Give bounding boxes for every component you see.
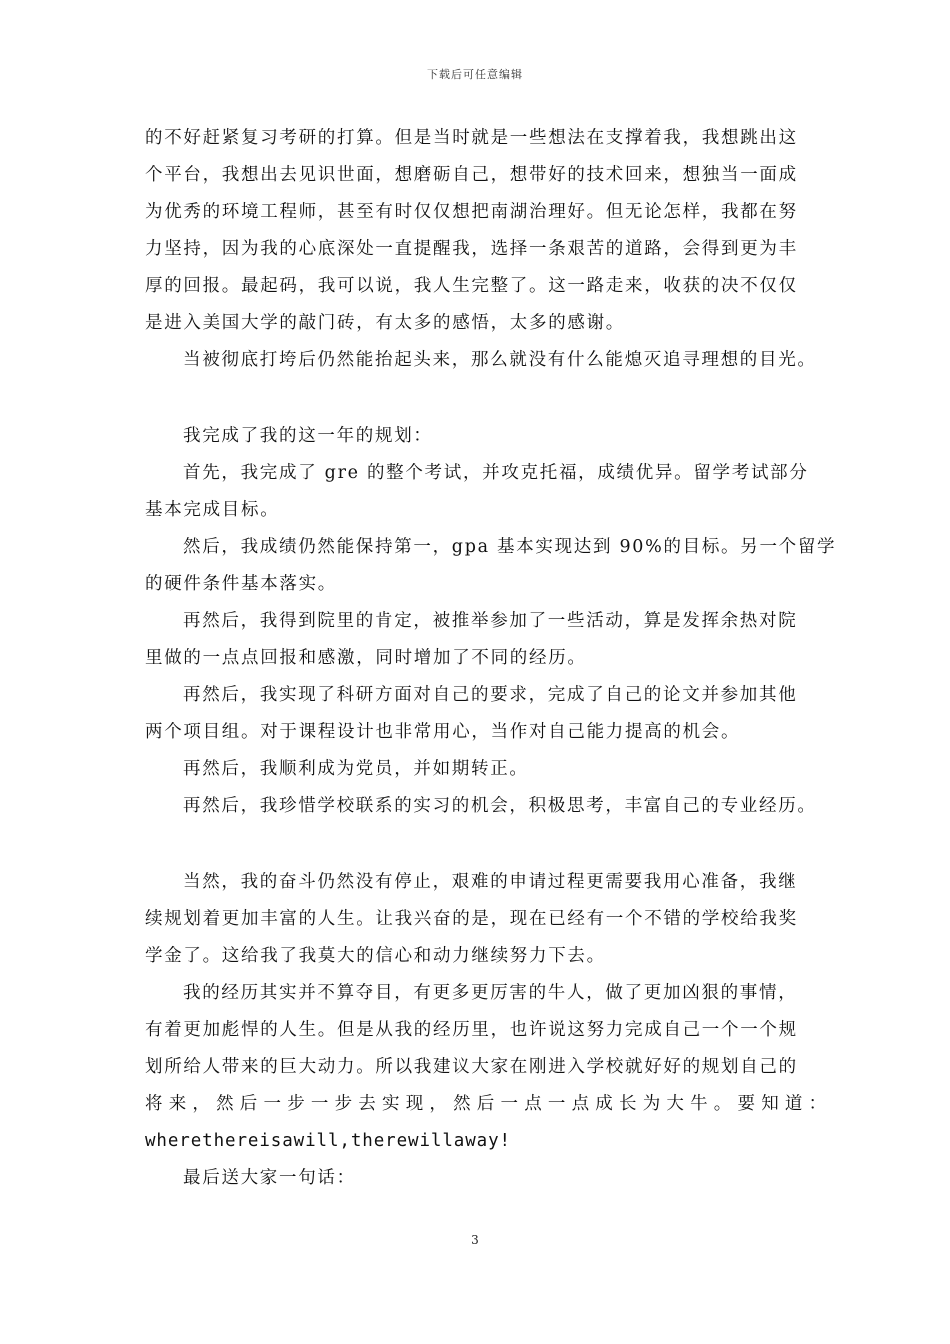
body-line: 个平台，我想出去见识世面，想磨砺自己，想带好的技术回来，想独当一面成 [145, 165, 798, 185]
body-line: 基本完成目标。 [145, 500, 280, 520]
body-line: 有着更加彪悍的人生。但是从我的经历里，也许说这努力完成自己一个一个规 [145, 1020, 798, 1040]
body-line: 再然后，我实现了科研方面对自己的要求，完成了自己的论文并参加其他 [183, 685, 798, 705]
body-line: 再然后，我得到院里的肯定，被推举参加了一些活动，算是发挥余热对院 [183, 611, 798, 631]
body-line: 学金了。这给我了我莫大的信心和动力继续努力下去。 [145, 946, 606, 966]
body-line: 的不好赶紧复习考研的打算。但是当时就是一些想法在支撑着我，我想跳出这 [145, 128, 798, 148]
body-line: 当被彻底打垮后仍然能抬起头来，那么就没有什么能熄灭追寻理想的目光。 [183, 350, 817, 370]
body-line: 当然，我的奋斗仍然没有停止，艰难的申请过程更需要我用心准备，我继 [183, 872, 798, 892]
body-line: 再然后，我顺利成为党员，并如期转正。 [183, 759, 529, 779]
body-line: 我的经历其实并不算夺目，有更多更厉害的牛人，做了更加凶狠的事情， [183, 983, 798, 1003]
body-line: 是进入美国大学的敲门砖，有太多的感悟，太多的感谢。 [145, 313, 625, 333]
body-line: 最后送大家一句话： [183, 1168, 356, 1188]
body-line: 将来，然后一步一步去实现，然后一点一点成长为大牛。要知道： [145, 1094, 833, 1114]
body-line: 厚的回报。最起码，我可以说，我人生完整了。这一路走来，收获的决不仅仅 [145, 276, 798, 296]
body-line: 然后，我成绩仍然能保持第一，gpa 基本实现达到 90%的目标。另一个留学 [183, 537, 837, 557]
body-line: 两个项目组。对于课程设计也非常用心，当作对自己能力提高的机会。 [145, 722, 741, 742]
body-line: 首先，我完成了 gre 的整个考试，并攻克托福，成绩优异。留学考试部分 [183, 463, 809, 483]
body-line: 里做的一点点回报和感激，同时增加了不同的经历。 [145, 648, 587, 668]
body-line: 为优秀的环境工程师，甚至有时仅仅想把南湖治理好。但无论怎样，我都在努 [145, 202, 798, 222]
body-line: 的硬件条件基本落实。 [145, 574, 337, 594]
body-line: 划所给人带来的巨大动力。所以我建议大家在刚进入学校就好好的规划自己的 [145, 1057, 798, 1077]
body-line: 我完成了我的这一年的规划： [183, 426, 433, 446]
body-line: 再然后，我珍惜学校联系的实习的机会，积极思考，丰富自己的专业经历。 [183, 796, 817, 816]
body-line: 续规划着更加丰富的人生。让我兴奋的是，现在已经有一个不错的学校给我奖 [145, 909, 798, 929]
body-line: wherethereisawill,therewillaway! [145, 1131, 511, 1151]
page-header: 下载后可任意编辑 [427, 68, 523, 81]
body-line: 力坚持，因为我的心底深处一直提醒我，选择一条艰苦的道路，会得到更为丰 [145, 239, 798, 259]
page-number: 3 [471, 1233, 479, 1247]
